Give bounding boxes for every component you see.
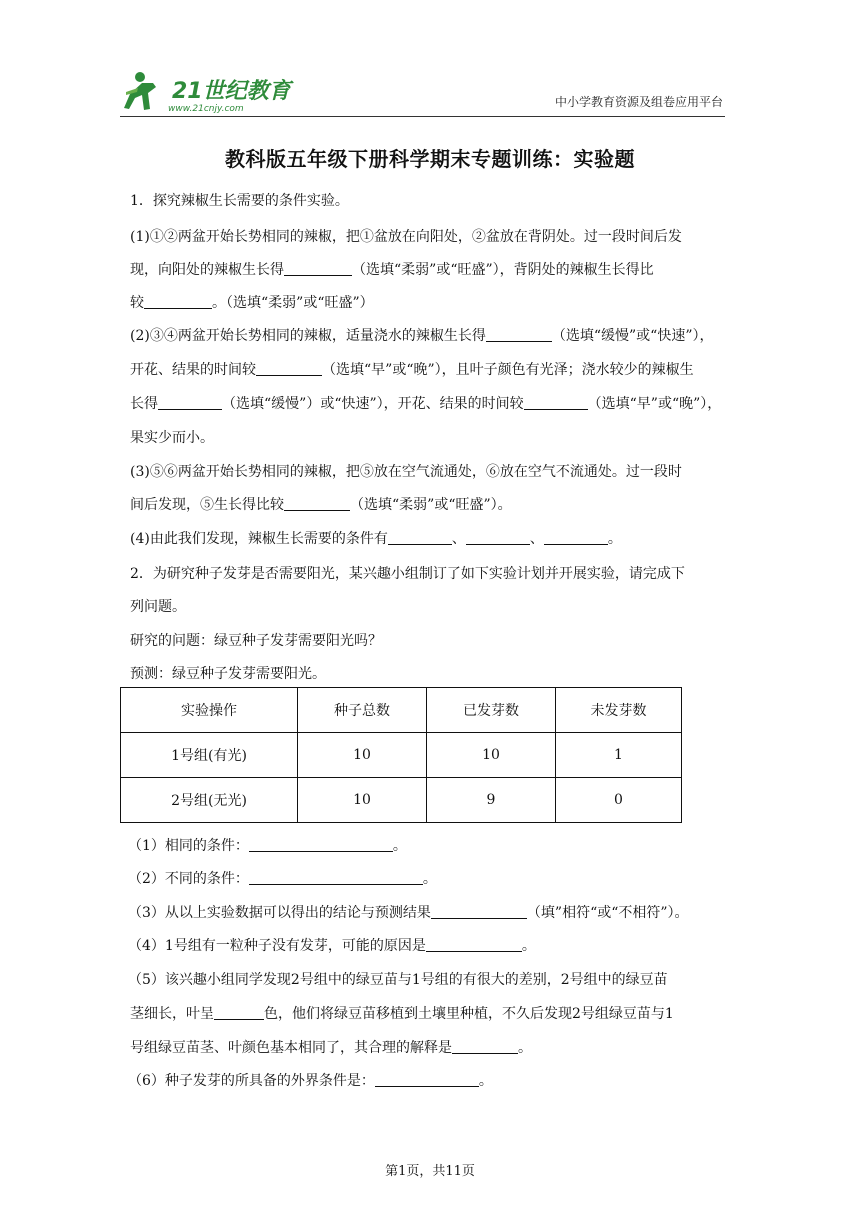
- q2-s6: [128, 1070, 493, 1090]
- platform-name: 中小学教育资源及组卷应用平台: [554, 95, 723, 109]
- q2-s5-line-a: （5）该兴趣小组同学发现2号组中的绿豆苗与1号组的有很大的差别，2号组中的绿豆苗: [128, 972, 668, 988]
- answer-blank[interactable]: [144, 294, 212, 309]
- answer-blank[interactable]: [426, 937, 522, 952]
- q1-p1-text-4: 。（选填“柔弱”或“旺盛”）: [212, 295, 374, 311]
- q1-p2-text-3: 开花、结果的时间较: [130, 362, 256, 378]
- answer-blank[interactable]: [158, 395, 222, 410]
- q2-question: 研究的问题：绿豆种子发芽需要阳光吗？: [130, 633, 382, 649]
- q1-p4-end: 。: [607, 531, 622, 547]
- q1-p2-line-d: 果实少而小。: [130, 430, 214, 446]
- page-title: 教科版五年级下册科学期末专题训练：实验题: [225, 147, 635, 171]
- q1-p3-line-a: (3)⑤⑥两盆开始长势相同的辣椒，把⑤放在空气流通处，⑥放在空气不流通处。过一段时: [130, 464, 682, 480]
- table-header-cell: 未发芽数: [556, 688, 682, 733]
- q2-s1-end: 。: [392, 838, 407, 854]
- q2-s4-text: （4）1号组有一粒种子没有发芽，可能的原因是: [128, 938, 426, 954]
- answer-blank[interactable]: [214, 1005, 264, 1020]
- q2-s5-text-4: 。: [518, 1040, 532, 1056]
- q1-p2-line-b: [130, 359, 694, 379]
- q1-p1-text-3: 较: [130, 295, 144, 311]
- answer-blank[interactable]: [452, 1039, 518, 1054]
- q2-s2: [128, 868, 437, 888]
- logo-text: 21世纪教育: [172, 79, 291, 104]
- q2-s1-text: （1）相同的条件：: [128, 838, 249, 854]
- q1-p4-line: [130, 528, 622, 548]
- q1-p2-text-7: （选填“早”或“晚”），: [587, 396, 722, 412]
- q2-s2-end: 。: [422, 871, 437, 887]
- q1-stem: 1．探究辣椒生长需要的条件实验。: [130, 193, 349, 209]
- q2-s4-end: 。: [521, 938, 536, 954]
- table-header-cell: 已发芽数: [427, 688, 556, 733]
- q1-p2-line-a: [130, 325, 713, 345]
- q2-s3-text: （3）从以上实验数据可以得出的结论与预测结果: [128, 905, 431, 921]
- q2-s6-end: 。: [478, 1073, 493, 1089]
- answer-blank[interactable]: [249, 870, 423, 885]
- q1-p4-text-1: (4)由此我们发现，辣椒生长需要的条件有: [130, 531, 388, 547]
- q2-s5-text-2: 色，他们将绿豆苗移植到土壤里种植，不久后发现2号组绿豆苗与1: [264, 1006, 674, 1022]
- answer-blank[interactable]: [249, 837, 393, 852]
- page-footer: 第1页，共11页: [385, 1164, 475, 1179]
- q2-s4: [128, 935, 536, 955]
- table-header-cell: 种子总数: [298, 688, 427, 733]
- q1-p1-text-2: （选填“柔弱”或“旺盛”），背阴处的辣椒生长得比: [352, 262, 654, 278]
- answer-blank[interactable]: [256, 361, 322, 376]
- q1-p2-text-4: （选填“早”或“晚”），且叶子颜色有光泽；浇水较少的辣椒生: [322, 362, 694, 378]
- q1-p3-text-2: （选填“柔弱”或“旺盛”）。: [350, 497, 512, 513]
- q2-s6-text: （6）种子发芽的所具备的外界条件是：: [128, 1073, 375, 1089]
- table-cell: 2号组(无光): [121, 778, 298, 823]
- q1-p1-line-c: [130, 292, 374, 312]
- q1-p4-sep: 、: [529, 531, 544, 547]
- table-cell: 0: [556, 778, 682, 823]
- runner-icon: [124, 72, 156, 110]
- table-cell: 1: [556, 733, 682, 778]
- table-cell: 10: [427, 733, 556, 778]
- table-cell: 10: [298, 778, 427, 823]
- q2-stem-a: 2．为研究种子发芽是否需要阳光，某兴趣小组制订了如下实验计划并开展实验，请完成下: [130, 566, 685, 582]
- q2-s3: [128, 902, 689, 922]
- q2-stem-b: 列问题。: [130, 599, 186, 615]
- q1-p2-line-c: [130, 393, 721, 413]
- q1-p3-line-b: [130, 494, 512, 514]
- q1-p4-sep: 、: [451, 531, 466, 547]
- table-cell: 1号组(有光): [121, 733, 298, 778]
- table-header-cell: 实验操作: [121, 688, 298, 733]
- answer-blank[interactable]: [284, 261, 352, 276]
- table-cell: 10: [298, 733, 427, 778]
- q2-s5-line-b: [130, 1003, 674, 1023]
- table-row: [121, 733, 682, 778]
- q2-s1: [128, 835, 407, 855]
- page-header: [120, 66, 725, 117]
- q1-p1-line-b: [130, 259, 654, 279]
- answer-blank[interactable]: [431, 904, 527, 919]
- q1-p3-text-1: 间后发现，⑤生长得比较: [130, 497, 284, 513]
- table-header-row: [121, 688, 682, 733]
- q2-s3-end: （填”相符“或“不相符”）。: [526, 905, 689, 921]
- q1-p2-text-5: 长得: [130, 396, 158, 412]
- q2-s2-text: （2）不同的条件：: [128, 871, 249, 887]
- table-cell: 9: [427, 778, 556, 823]
- answer-blank[interactable]: [524, 395, 588, 410]
- answer-blank[interactable]: [375, 1072, 479, 1087]
- q1-p2-text-1: (2)③④两盆开始长势相同的辣椒，适量浇水的辣椒生长得: [130, 328, 486, 344]
- logo-url: www.21cnjy.com: [168, 104, 244, 114]
- q1-p2-text-6: （选填“缓慢”）或“快速”），开花、结果的时间较: [222, 396, 524, 412]
- q2-s5-line-c: [130, 1037, 532, 1057]
- q2-prediction: 预测：绿豆种子发芽需要阳光。: [130, 666, 326, 682]
- q1-p1-line-a: (1)①②两盆开始长势相同的辣椒，把①盆放在向阳处，②盆放在背阴处。过一段时间后发: [130, 229, 682, 245]
- answer-blank[interactable]: [486, 327, 552, 342]
- experiment-table: [120, 687, 682, 823]
- table-row: [121, 778, 682, 823]
- q2-s5-text-1: 茎细长，叶呈: [130, 1006, 214, 1022]
- q1-p1-text-1: 现，向阳处的辣椒生长得: [130, 262, 284, 278]
- answer-blank[interactable]: [544, 530, 608, 545]
- answer-blank[interactable]: [466, 530, 530, 545]
- answer-blank[interactable]: [388, 530, 452, 545]
- answer-blank[interactable]: [284, 496, 350, 511]
- brand-logo: [120, 68, 300, 114]
- q2-s5-text-3: 号组绿豆苗茎、叶颜色基本相同了，其合理的解释是: [130, 1040, 452, 1056]
- q1-p2-text-2: （选填“缓慢”或“快速”），: [551, 328, 714, 344]
